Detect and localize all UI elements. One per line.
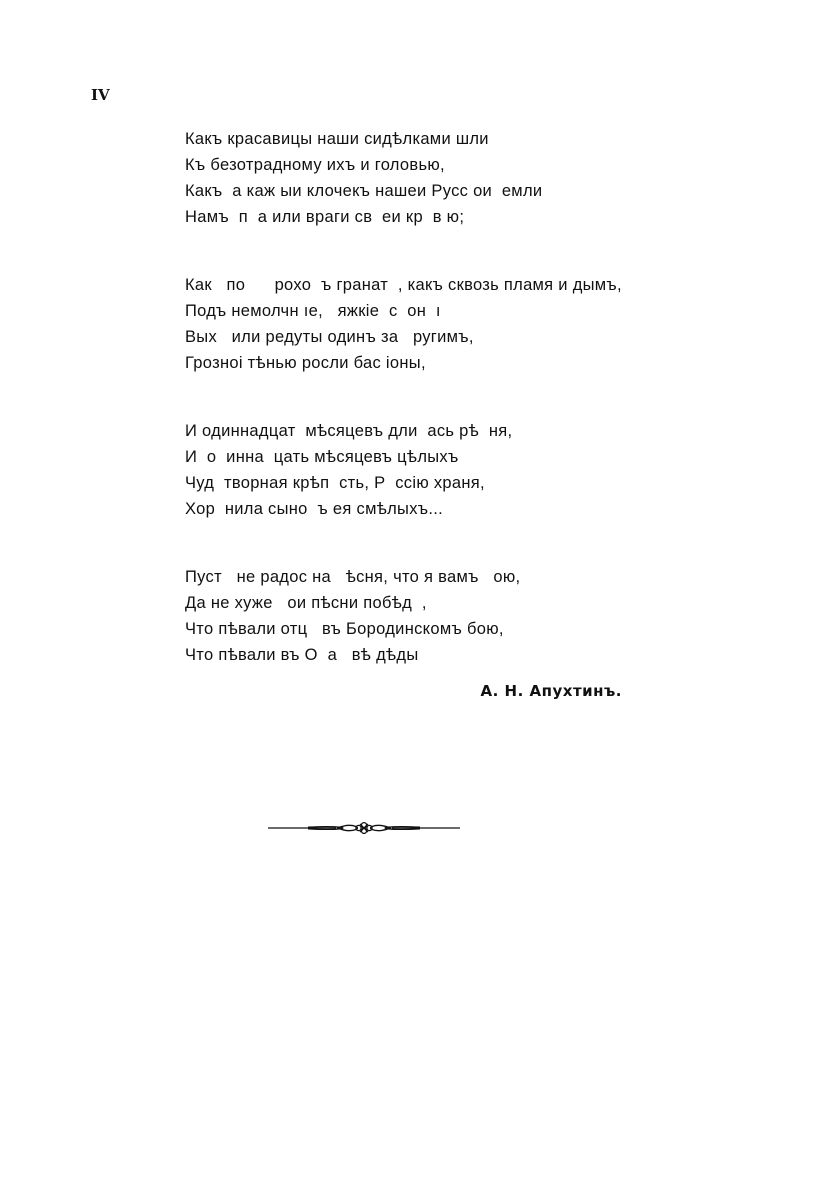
poem-line: Хор нила сыно ъ ея смѣлыхъ... xyxy=(185,500,444,518)
poem-line: Какъ красавицы наши сидѣлками шли xyxy=(185,130,489,148)
poem-line: Подъ немолчн ıе, яжкіе с он ı xyxy=(185,302,441,320)
poem-line: Как по рохо ъ гранат , какъ сквозь пламя и дымъ, xyxy=(185,276,622,294)
poem-line: Какъ а каж ыи клочекъ нашеи Русс ои емли xyxy=(185,182,543,200)
stanza-1 xyxy=(185,126,745,230)
poem-line: И одиннадцат мѣсяцевъ дли ась рѣ ня, xyxy=(185,422,513,440)
author-signature: А. Н. Апухтинъ. xyxy=(480,682,622,700)
poem-line: Что пѣвали въ О а вѣ дѣды xyxy=(185,646,419,664)
poem-line: Грозноi тѣнью росли бас іоны, xyxy=(185,354,426,372)
stanza-3 xyxy=(185,418,745,522)
decorative-divider-icon xyxy=(268,818,460,838)
poem-line: Что пѣвали отц въ Бородинскомъ бою, xyxy=(185,620,504,638)
page-number: IV xyxy=(91,86,110,104)
poem xyxy=(185,126,745,668)
poem-line: Вых или редуты одинъ за ругимъ, xyxy=(185,328,474,346)
stanza-2 xyxy=(185,272,745,376)
poem-line: Да не хуже ои пѣсни побѣд , xyxy=(185,594,427,612)
poem-line: И о инна цать мѣсяцевъ цѣлыхъ xyxy=(185,448,459,466)
stanza-4 xyxy=(185,564,745,668)
poem-line: Намъ п а или враги св еи кр в ю; xyxy=(185,208,465,226)
poem-line: Пуст не радос на ѣсня, что я вамъ ою, xyxy=(185,568,521,586)
poem-line: Чуд творная крѣп сть, Р ссію храня, xyxy=(185,474,485,492)
poem-line: Къ безотрадному ихъ и головью, xyxy=(185,156,445,174)
